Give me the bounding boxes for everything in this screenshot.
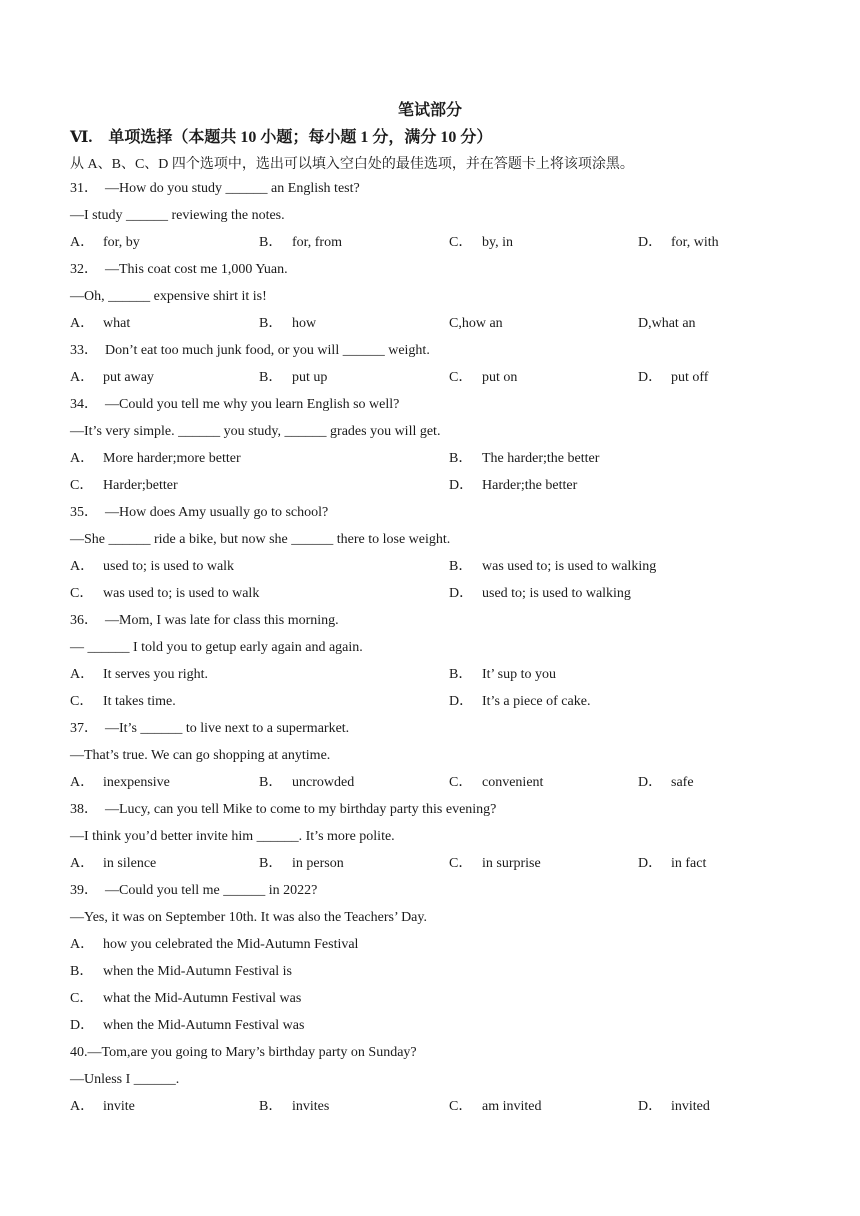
question-stem: 39． —Could you tell me ______ in 2022?	[70, 883, 318, 898]
question-stem: 34． —Could you tell me why you learn English so well?	[70, 397, 400, 412]
answer-option[interactable]	[259, 1098, 329, 1116]
option-text: for, with	[671, 235, 719, 250]
answer-option[interactable]	[70, 477, 178, 495]
answer-option[interactable]	[70, 693, 176, 711]
answer-option[interactable]	[449, 855, 541, 873]
answer-option[interactable]	[638, 774, 694, 792]
question-stem: 35． —How does Amy usually go to school?	[70, 505, 329, 520]
option-text: inexpensive	[103, 775, 170, 790]
option-letter: B．	[70, 964, 94, 979]
answer-option[interactable]	[70, 315, 130, 333]
answer-option[interactable]	[259, 234, 342, 252]
option-text: what the Mid-Autumn Festival was	[103, 991, 302, 1006]
option-text: uncrowded	[292, 775, 355, 790]
option-letter: A．	[70, 856, 95, 871]
answer-option[interactable]	[449, 450, 599, 468]
answer-option[interactable]	[70, 990, 301, 1008]
question-stem: 40.—Tom,are you going to Mary’s birthday party on Sunday?	[70, 1045, 417, 1060]
option-letter: D．	[638, 775, 663, 790]
option-letter: C．	[449, 1099, 473, 1114]
option-text: convenient	[482, 775, 544, 790]
answer-option[interactable]	[449, 585, 631, 603]
option-letter: D．	[638, 1099, 663, 1114]
option-letter: B．	[259, 775, 283, 790]
option-text: It’ sup to you	[482, 667, 557, 682]
question-dialogue-line: —It’s very simple. ______ you study, ______ grades you will get.	[70, 424, 441, 439]
question-dialogue-line: —That’s true. We can go shopping at anytime.	[70, 748, 331, 763]
answer-option[interactable]	[638, 855, 706, 873]
answer-option[interactable]	[259, 855, 344, 873]
answer-option[interactable]	[638, 1098, 710, 1116]
question-dialogue-line: —Oh, ______ expensive shirt it is!	[70, 289, 267, 304]
option-text: More harder;more better	[103, 451, 241, 466]
answer-option[interactable]	[259, 774, 354, 792]
option-letter: C．	[449, 856, 473, 871]
option-letter: A．	[70, 775, 95, 790]
option-letter: C．	[449, 370, 473, 385]
option-letter: D．	[638, 235, 663, 250]
option-letter: B．	[449, 559, 473, 574]
question-stem: 31． —How do you study ______ an English test?	[70, 181, 360, 196]
option-letter: C．	[70, 478, 94, 493]
option-text: when the Mid-Autumn Festival is	[103, 964, 292, 979]
option-text: put off	[671, 370, 709, 385]
option-text: for, by	[103, 235, 140, 250]
question-dialogue-line: — ______ I told you to getup early again and again.	[70, 640, 363, 655]
question-dialogue-line: —I think you’d better invite him ______. It’s more polite.	[70, 829, 395, 844]
option-text: put away	[103, 370, 154, 385]
option-text: Harder;better	[103, 478, 178, 493]
answer-option[interactable]	[70, 1098, 135, 1116]
option-text: was used to; is used to walk	[103, 586, 260, 601]
option-letter: A．	[70, 316, 95, 331]
option-text: used to; is used to walk	[103, 559, 235, 574]
option-letter: B．	[449, 667, 473, 682]
answer-option[interactable]	[70, 1017, 304, 1035]
option-text: Harder;the better	[482, 478, 578, 493]
answer-option[interactable]	[449, 558, 656, 576]
answer-option[interactable]	[70, 585, 259, 603]
option-text: C,how an	[449, 316, 503, 331]
question-stem: 36． —Mom, I was late for class this morning.	[70, 613, 339, 628]
answer-option[interactable]	[638, 369, 708, 387]
answer-option[interactable]	[70, 369, 154, 387]
answer-option[interactable]	[70, 450, 241, 468]
option-text: am invited	[482, 1099, 542, 1114]
option-letter: D．	[638, 370, 663, 385]
option-text: when the Mid-Autumn Festival was	[103, 1018, 305, 1033]
option-text: was used to; is used to walking	[482, 559, 657, 574]
option-letter: D．	[449, 478, 474, 493]
answer-option[interactable]	[259, 315, 316, 333]
answer-option[interactable]	[70, 558, 234, 576]
answer-option[interactable]	[449, 693, 590, 711]
option-text: It takes time.	[103, 694, 176, 709]
option-text: put up	[292, 370, 328, 385]
option-letter: D．	[638, 856, 663, 871]
option-text: D,what an	[638, 316, 696, 331]
option-text: put on	[482, 370, 518, 385]
answer-option[interactable]	[70, 666, 208, 684]
answer-option[interactable]	[449, 1098, 542, 1116]
option-letter: A．	[70, 1099, 95, 1114]
answer-option[interactable]	[638, 315, 696, 333]
question-stem: 38． —Lucy, can you tell Mike to come to my birthday party this evening?	[70, 802, 497, 817]
option-text: invited	[671, 1099, 710, 1114]
answer-option[interactable]	[449, 315, 503, 333]
option-letter: D．	[449, 586, 474, 601]
option-letter: C．	[449, 775, 473, 790]
option-letter: B．	[259, 1099, 283, 1114]
option-text: how you celebrated the Mid-Autumn Festival	[103, 937, 359, 952]
option-text: for, from	[292, 235, 342, 250]
option-text: in silence	[103, 856, 157, 871]
answer-option[interactable]	[70, 234, 140, 252]
option-letter: B．	[259, 370, 283, 385]
page-title: 笔试部分	[397, 102, 462, 119]
option-letter: C．	[70, 991, 94, 1006]
answer-option[interactable]	[449, 666, 556, 684]
answer-option[interactable]	[259, 369, 327, 387]
answer-option[interactable]	[449, 234, 513, 252]
option-text: in person	[292, 856, 344, 871]
answer-option[interactable]	[449, 477, 577, 495]
answer-option[interactable]	[70, 855, 156, 873]
option-letter: C．	[70, 586, 94, 601]
question-dialogue-line: —Yes, it was on September 10th. It was also the Teachers’ Day.	[70, 910, 427, 925]
answer-option[interactable]	[449, 369, 517, 387]
option-text: used to; is used to walking	[482, 586, 631, 601]
option-letter: A．	[70, 667, 95, 682]
question-dialogue-line: —She ______ ride a bike, but now she ______ there to lose weight.	[70, 532, 451, 547]
answer-option[interactable]	[70, 936, 358, 954]
answer-option[interactable]	[70, 963, 292, 981]
section-instruction: 从 A、B、C、D 四个选项中，选出可以填入空白处的最佳选项，并在答题卡上将该项涂黑。	[70, 157, 634, 172]
option-text: by, in	[482, 235, 513, 250]
option-letter: C．	[449, 235, 473, 250]
question-stem: 37． —It’s ______ to live next to a supermarket.	[70, 721, 350, 736]
question-dialogue-line: —I study ______ reviewing the notes.	[70, 208, 285, 223]
question-stem: 33． Don’t eat too much junk food, or you will ______ weight.	[70, 343, 430, 358]
option-letter: A．	[70, 937, 95, 952]
question-dialogue-line: —Unless I ______.	[70, 1072, 180, 1087]
option-letter: A．	[70, 559, 95, 574]
question-stem: 32． —This coat cost me 1,000 Yuan.	[70, 262, 288, 277]
option-text: what	[103, 316, 131, 331]
option-text: The harder;the better	[482, 451, 600, 466]
option-letter: A．	[70, 370, 95, 385]
option-text: safe	[671, 775, 694, 790]
option-text: invites	[292, 1099, 330, 1114]
option-letter: A．	[70, 451, 95, 466]
option-text: invite	[103, 1099, 135, 1114]
option-text: It serves you right.	[103, 667, 208, 682]
option-text: how	[292, 316, 317, 331]
option-letter: B．	[259, 856, 283, 871]
option-letter: D．	[449, 694, 474, 709]
option-text: in surprise	[482, 856, 541, 871]
option-text: in fact	[671, 856, 707, 871]
option-letter: C．	[70, 694, 94, 709]
option-letter: B．	[449, 451, 473, 466]
option-letter: A．	[70, 235, 95, 250]
answer-option[interactable]	[449, 774, 543, 792]
option-letter: B．	[259, 235, 283, 250]
option-letter: D．	[70, 1018, 95, 1033]
section-heading: Ⅵ. 单项选择（本题共 10 小题；每小题 1 分，满分 10 分）	[70, 129, 493, 146]
answer-option[interactable]	[70, 774, 170, 792]
option-text: It’s a piece of cake.	[482, 694, 591, 709]
answer-option[interactable]	[638, 234, 719, 252]
option-letter: B．	[259, 316, 283, 331]
